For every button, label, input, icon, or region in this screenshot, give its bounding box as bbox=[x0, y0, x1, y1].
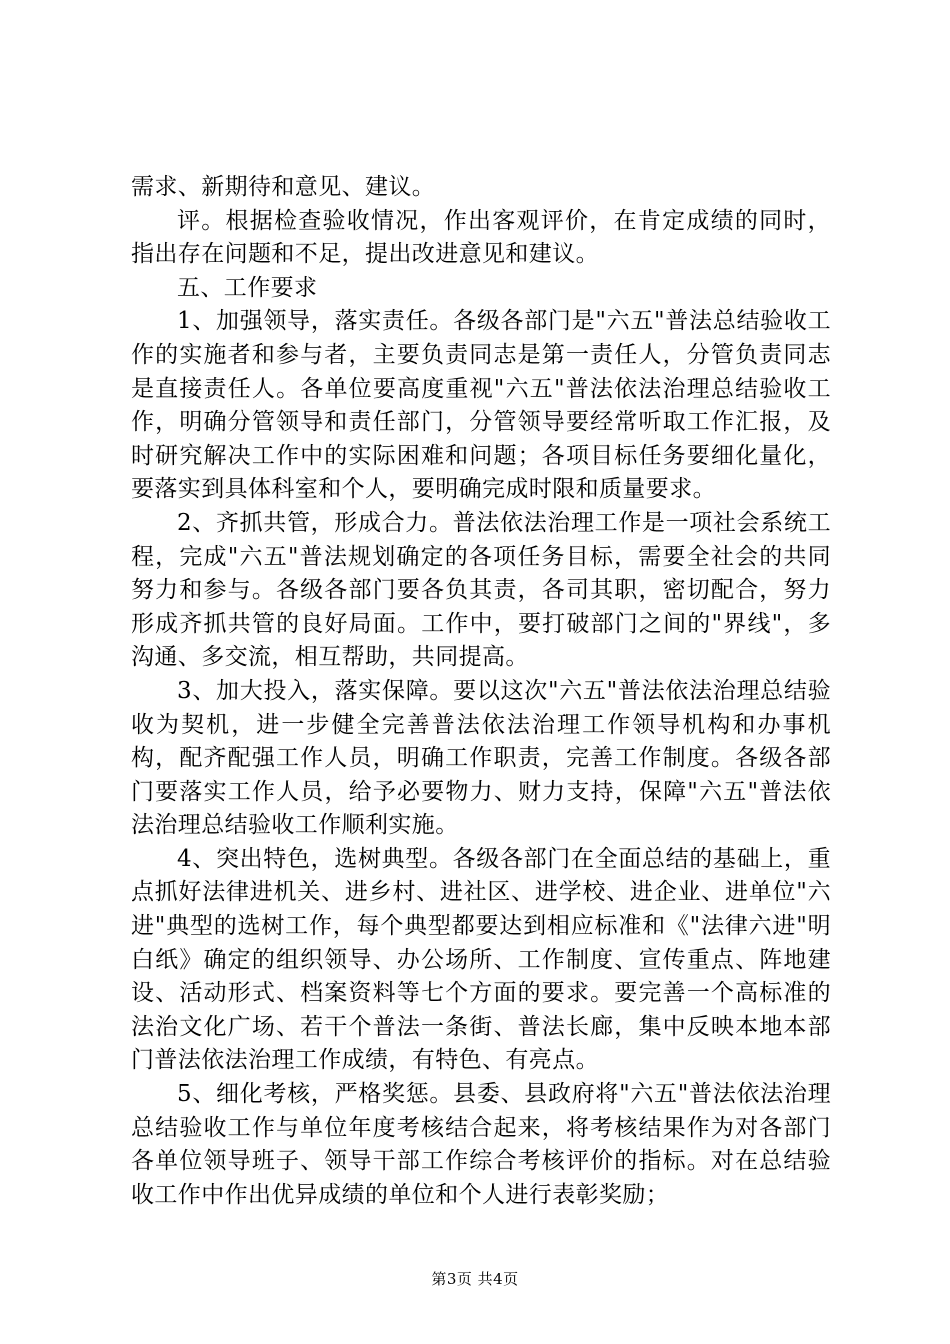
section-heading-work-requirements: 五、工作要求 bbox=[177, 274, 318, 301]
document-body bbox=[131, 171, 831, 1212]
paragraph-item-5: 5、细化考核，严格奖惩。县委、县政府将"六五"普法依法治理总结验收工作与单位年度考核结合起来，将考核结果作为对各部门各单位领导班子、领导干部工作综合考核评价的指标。对在总结验收工作中作出优异成绩的单位和个人进行表彰奖励； bbox=[131, 1081, 831, 1208]
paragraph-item-2: 2、齐抓共管，形成合力。普法依法治理工作是一项社会系统工程，完成"六五"普法规划确定的各项任务目标，需要全社会的共同努力和参与。各级各部门要各负其责，各司其职，密切配合，努力形成齐抓共管的良好局面。工作中，要打破部门之间的"界线"，多沟通、多交流，相互帮助，共同提高。 bbox=[131, 509, 831, 671]
paragraph-evaluation: 评。根据检查验收情况，作出客观评价，在肯定成绩的同时，指出存在问题和不足，提出改进意见和建议。 bbox=[131, 207, 831, 268]
page-number-footer: 第3页 共4页 bbox=[431, 1270, 519, 1288]
paragraph-continued: 需求、新期待和意见、建议。 bbox=[131, 174, 436, 200]
paragraph-item-1: 1、加强领导，落实责任。各级各部门是"六五"普法总结验收工作的实施者和参与者，主要负责同志是第一责任人，分管负责同志是直接责任人。各单位要高度重视"六五"普法依法治理总结验收工作，明确分管领导和责任部门，分管领导要经常听取工作汇报，及时研究解决工作中的实际困难和问题；各项目标任务要细化量化，要落实到具体科室和个人，要明确完成时限和质量要求。 bbox=[131, 308, 831, 503]
paragraph-item-4: 4、突出特色，选树典型。各级各部门在全面总结的基础上，重点抓好法律进机关、进乡村、进社区、进学校、进企业、进单位"六进"典型的选树工作，每个典型都要达到相应标准和《"法律六进"明白纸》确定的组织领导、办公场所、工作制度、宣传重点、阵地建设、活动形式、档案资料等七个方面的要求。要完善一个高标准的法治文化广场、若干个普法一条街、普法长廊，集中反映本地本部门普法依法治理工作成绩，有特色、有亮点。 bbox=[131, 845, 831, 1074]
paragraph-item-3: 3、加大投入，落实保障。要以这次"六五"普法依法治理总结验收为契机，进一步健全完善普法依法治理工作领导机构和办事机构，配齐配强工作人员，明确工作职责，完善工作制度。各级各部门要落实工作人员，给予必要物力、财力支持，保障"六五"普法依法治理总结验收工作顺利实施。 bbox=[131, 677, 831, 839]
